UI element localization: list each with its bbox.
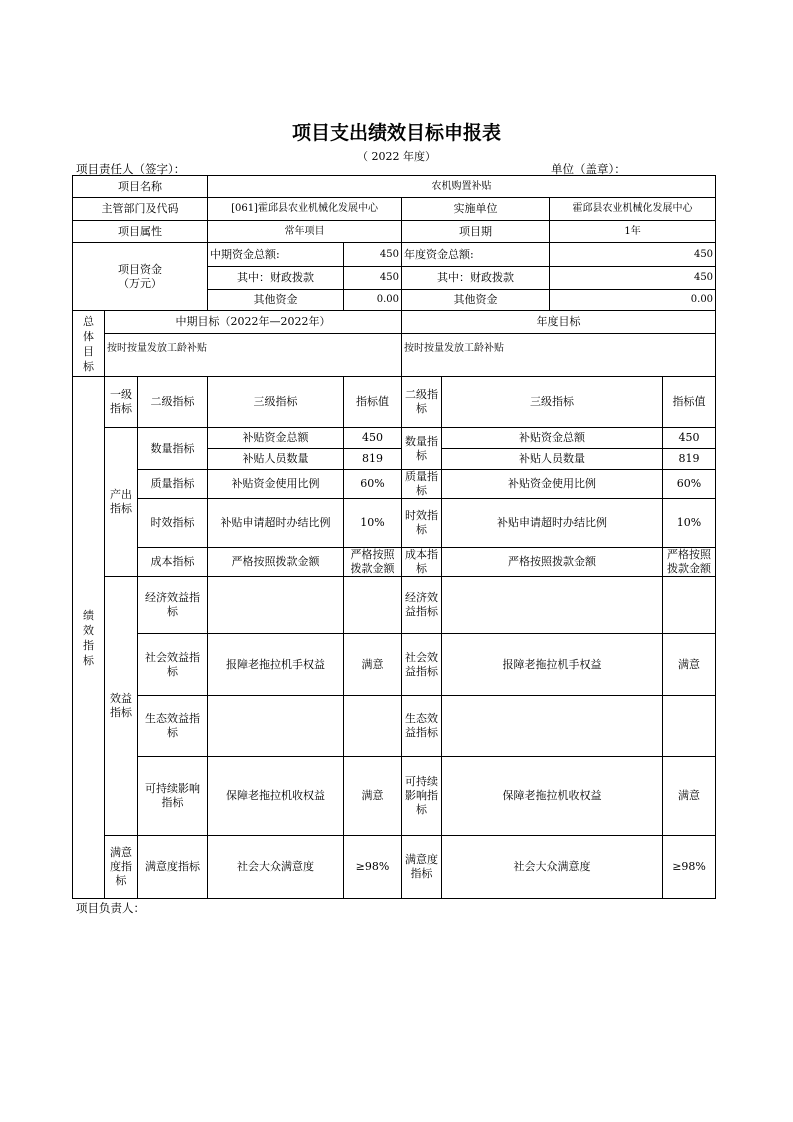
year-goal-header: 年度目标 bbox=[402, 311, 716, 334]
value-cell-right: 满意 bbox=[663, 634, 716, 696]
l2-cell-right: 可持续影响指标 bbox=[402, 757, 442, 836]
header-value: 指标值 bbox=[344, 377, 402, 428]
l2-cell-right: 经济效益指标 bbox=[402, 577, 442, 634]
l3-cell: 保障老拖拉机收权益 bbox=[208, 757, 344, 836]
l3-cell: 补贴人员数量 bbox=[208, 449, 344, 470]
l2-cell: 时效指标 bbox=[138, 499, 208, 548]
year-total: 450 bbox=[550, 243, 716, 267]
value-cell-right: 450 bbox=[663, 428, 716, 449]
l2-cell: 社会效益指标 bbox=[138, 634, 208, 696]
value-cell: 满意 bbox=[344, 634, 402, 696]
unit-label: 单位（盖章）： bbox=[551, 162, 626, 176]
l3-cell-right: 严格按照拨款金额 bbox=[442, 548, 663, 577]
overall-goal-cell bbox=[73, 311, 105, 377]
value-cell-right: 满意 bbox=[663, 757, 716, 836]
l2-cell: 可持续影响指标 bbox=[138, 757, 208, 836]
l3-cell: 社会大众满意度 bbox=[208, 836, 344, 899]
value-cell bbox=[344, 577, 402, 634]
l3-cell bbox=[208, 696, 344, 757]
value-cell-right: 819 bbox=[663, 449, 716, 470]
header-level2-right: 二级指标 bbox=[402, 377, 442, 428]
l2-cell-right: 时效指标 bbox=[402, 499, 442, 548]
period-label: 项目期 bbox=[402, 221, 550, 243]
l2-cell: 质量指标 bbox=[138, 470, 208, 499]
l3-cell: 补贴资金总额 bbox=[208, 428, 344, 449]
l2-cell: 数量指标 bbox=[138, 428, 208, 470]
mid-total: 450 bbox=[344, 243, 402, 267]
value-cell-right: ≥98% bbox=[663, 836, 716, 899]
year-fiscal-label: 其中：财政拨款 bbox=[402, 267, 550, 290]
attr-label: 项目属性 bbox=[73, 221, 208, 243]
overall-goal-label: 总体目标 bbox=[83, 314, 94, 373]
value-cell: 60% bbox=[344, 470, 402, 499]
value-cell: ≥98% bbox=[344, 836, 402, 899]
fund-label-line1: 项目资金 bbox=[118, 262, 162, 276]
project-name-label: 项目名称 bbox=[73, 176, 208, 198]
year-other: 0.00 bbox=[550, 290, 716, 311]
l3-cell-right: 补贴资金总额 bbox=[442, 428, 663, 449]
l3-cell-right: 社会大众满意度 bbox=[442, 836, 663, 899]
l3-cell-right: 补贴申请超时办结比例 bbox=[442, 499, 663, 548]
performance-table bbox=[72, 175, 716, 899]
mid-total-label: 中期资金总额: bbox=[208, 243, 344, 267]
l3-cell bbox=[208, 577, 344, 634]
l3-cell-right: 补贴人员数量 bbox=[442, 449, 663, 470]
l3-cell-right bbox=[442, 696, 663, 757]
year-total-label: 年度资金总额: bbox=[402, 243, 550, 267]
header-level1: 一级指标 bbox=[105, 377, 138, 428]
page-title: 项目支出绩效目标申报表 bbox=[291, 122, 501, 144]
perf-label: 绩效指标 bbox=[83, 608, 94, 667]
l3-cell-right: 报障老拖拉机手权益 bbox=[442, 634, 663, 696]
benefit-indicator-label: 效益指标 bbox=[105, 577, 138, 836]
value-cell: 819 bbox=[344, 449, 402, 470]
l2-cell-right: 社会效益指标 bbox=[402, 634, 442, 696]
dept-label: 主管部门及代码 bbox=[73, 198, 208, 221]
value-cell-right bbox=[663, 577, 716, 634]
mid-other-label: 其他资金 bbox=[208, 290, 344, 311]
l2-cell: 生态效益指标 bbox=[138, 696, 208, 757]
l3-cell-right: 保障老拖拉机收权益 bbox=[442, 757, 663, 836]
responsible-label: 项目责任人（签字）： bbox=[76, 162, 186, 176]
fund-label-line2: （万元） bbox=[118, 276, 162, 290]
perf-cell bbox=[73, 377, 105, 899]
l3-cell: 补贴申请超时办结比例 bbox=[208, 499, 344, 548]
impl-label: 实施单位 bbox=[402, 198, 550, 221]
footer-label: 项目负责人： bbox=[76, 901, 145, 915]
l2-cell-right: 数量指标 bbox=[402, 428, 442, 470]
l2-cell-right: 质量指标 bbox=[402, 470, 442, 499]
project-name-value: 农机购置补贴 bbox=[208, 176, 716, 198]
l3-cell: 补贴资金使用比例 bbox=[208, 470, 344, 499]
mid-goal-text: 按时按量发放工龄补贴 bbox=[105, 334, 402, 377]
value-cell-right bbox=[663, 696, 716, 757]
period-value: 1年 bbox=[550, 221, 716, 243]
value-cell-right: 10% bbox=[663, 499, 716, 548]
header-value-right: 指标值 bbox=[663, 377, 716, 428]
l2-cell-right: 满意度指标 bbox=[402, 836, 442, 899]
l3-cell: 报障老拖拉机手权益 bbox=[208, 634, 344, 696]
l2-cell: 满意度指标 bbox=[138, 836, 208, 899]
l2-cell: 经济效益指标 bbox=[138, 577, 208, 634]
l2-cell-right: 成本指标 bbox=[402, 548, 442, 577]
fund-label bbox=[73, 243, 208, 311]
mid-other: 0.00 bbox=[344, 290, 402, 311]
l3-cell: 严格按照拨款金额 bbox=[208, 548, 344, 577]
l2-cell: 成本指标 bbox=[138, 548, 208, 577]
impl-value: 霍邱县农业机械化发展中心 bbox=[550, 198, 716, 221]
value-cell bbox=[344, 696, 402, 757]
l3-cell-right bbox=[442, 577, 663, 634]
year-goal-text: 按时按量发放工龄补贴 bbox=[402, 334, 716, 377]
value-cell: 严格按照拨款金额 bbox=[344, 548, 402, 577]
satisfaction-indicator-label: 满意度指标 bbox=[105, 836, 138, 899]
l3-cell-right: 补贴资金使用比例 bbox=[442, 470, 663, 499]
mid-fiscal-label: 其中：财政拨款 bbox=[208, 267, 344, 290]
value-cell: 450 bbox=[344, 428, 402, 449]
header-level3-right: 三级指标 bbox=[442, 377, 663, 428]
output-indicator-label: 产出指标 bbox=[105, 428, 138, 577]
value-cell-right: 严格按照拨款金额 bbox=[663, 548, 716, 577]
value-cell: 满意 bbox=[344, 757, 402, 836]
mid-goal-header: 中期目标（2022年—2022年） bbox=[105, 311, 402, 334]
l2-cell-right: 生态效益指标 bbox=[402, 696, 442, 757]
value-cell: 10% bbox=[344, 499, 402, 548]
mid-fiscal: 450 bbox=[344, 267, 402, 290]
year-line: （ 2022 年度） bbox=[357, 150, 436, 163]
header-level3: 三级指标 bbox=[208, 377, 344, 428]
value-cell-right: 60% bbox=[663, 470, 716, 499]
attr-value: 常年项目 bbox=[208, 221, 402, 243]
year-fiscal: 450 bbox=[550, 267, 716, 290]
year-other-label: 其他资金 bbox=[402, 290, 550, 311]
dept-value: [061]霍邱县农业机械化发展中心 bbox=[208, 198, 402, 221]
header-level2: 二级指标 bbox=[138, 377, 208, 428]
